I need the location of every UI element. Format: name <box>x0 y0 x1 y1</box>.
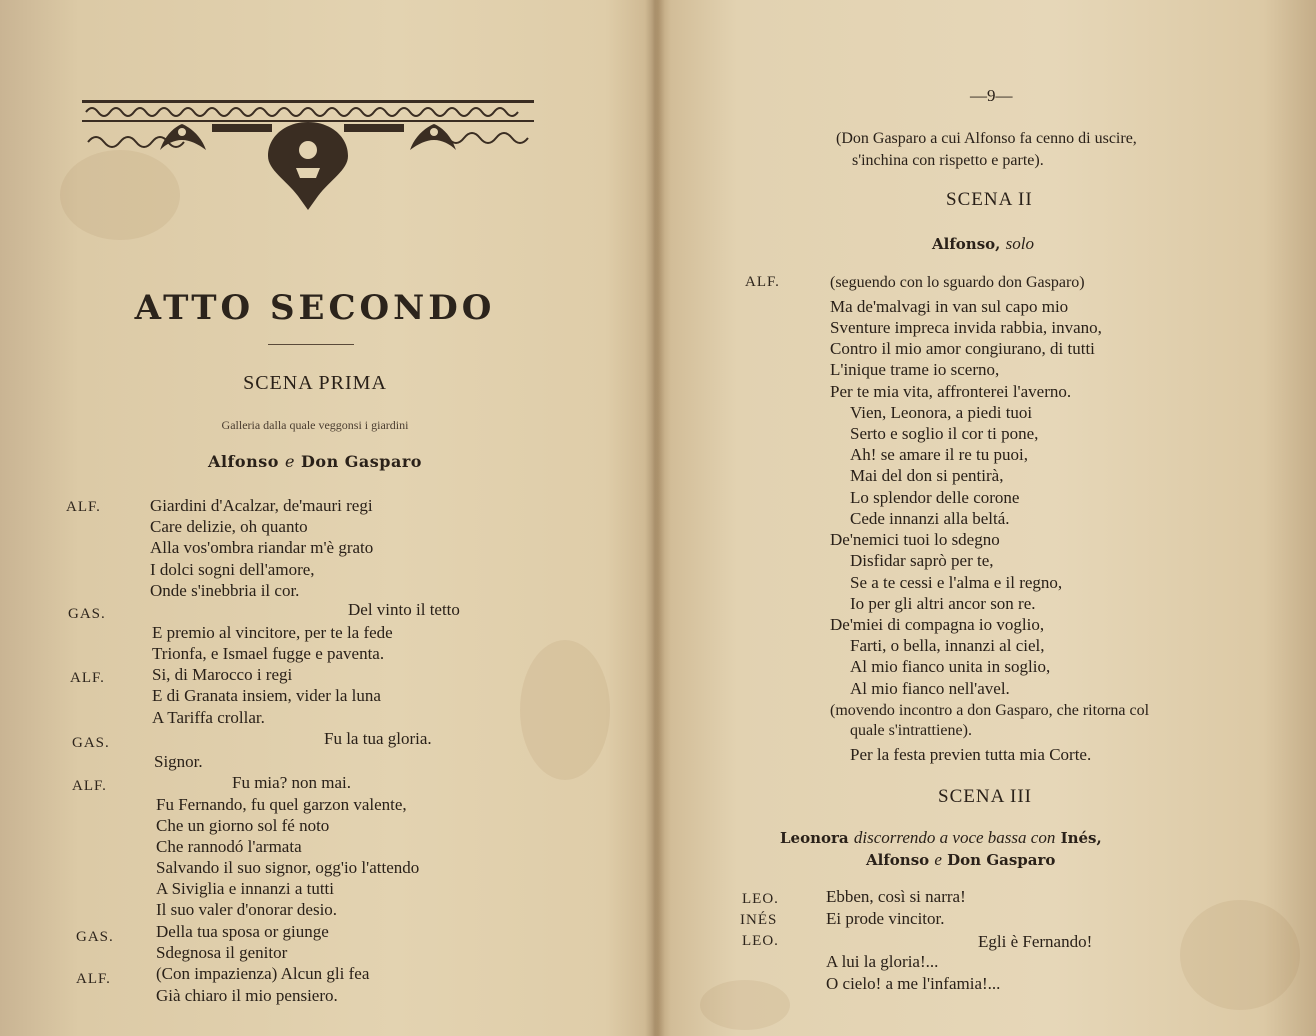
verse-line: I dolci sogni dell'amore, <box>150 560 315 579</box>
verse-line: Fu la tua gloria. <box>324 729 432 748</box>
speaker-label: GAS. <box>72 735 110 751</box>
verse-line: Per te mia vita, affronterei l'averno. <box>830 382 1072 401</box>
speaker-label: ALF. <box>66 499 101 515</box>
verse-line: Vien, Leonora, a piedi tuoi <box>850 403 1033 422</box>
verse-line: Farti, o bella, innanzi al ciel, <box>850 636 1045 655</box>
verse-line: Disfidar saprò per te, <box>850 551 994 570</box>
scene-title: SCENA PRIMA <box>243 372 387 394</box>
verse-line: Ma de'malvagi in van sul capo mio <box>830 297 1069 316</box>
scene-characters: Alfonso e Don Gasparo <box>208 452 422 471</box>
verse-line: Io per gli altri ancor son re. <box>850 594 1036 613</box>
verse-line: Fu Fernando, fu quel garzon valente, <box>156 795 407 814</box>
speaker-label: INÉS <box>740 912 778 928</box>
verse-line: Si, di Marocco i regi <box>152 665 293 684</box>
verse-line: Onde s'inebbria il cor. <box>150 581 300 600</box>
speaker-label: ALF. <box>745 274 780 290</box>
verse-line: De'miei di compagna io voglio, <box>830 615 1045 634</box>
speaker-label: LEO. <box>742 891 779 907</box>
verse-line: L'inique trame io scerno, <box>830 360 1000 379</box>
title-rule <box>268 344 354 347</box>
verse-line: Del vinto il tetto <box>348 600 460 619</box>
stage-direction: (Don Gasparo a cui Alfonso fa cenno di uscire, <box>836 130 1137 147</box>
verse-line: Giardini d'Acalzar, de'mauri regi <box>150 496 373 515</box>
verse-line: Ei prode vincitor. <box>826 909 945 928</box>
verse-line: De'nemici tuoi lo sdegno <box>830 530 1000 549</box>
scene-characters: Leonora discorrendo a voce bassa con Inés, <box>780 828 1102 847</box>
verse-line: O cielo! a me l'infamia!... <box>826 974 1001 993</box>
verse-line: A Siviglia e innanzi a tutti <box>156 879 335 898</box>
speaker-label: ALF. <box>76 971 111 987</box>
scene-characters: Alfonso, solo <box>932 234 1034 253</box>
speaker-label: ALF. <box>70 670 105 686</box>
stage-direction: (seguendo con lo sguardo don Gasparo) <box>830 274 1085 291</box>
verse-line: Ebben, così si narra! <box>826 887 966 906</box>
speaker-label: LEO. <box>742 933 779 949</box>
verse-line: Lo splendor delle corone <box>850 488 1020 507</box>
speaker-label: ALF. <box>72 778 107 794</box>
ornamental-headpiece-icon <box>82 98 534 210</box>
scene-setting: Galleria dalla quale veggonsi i giardini <box>221 418 409 432</box>
verse-line: Contro il mio amor congiurano, di tutti <box>830 339 1095 358</box>
verse-line: Che rannodó l'armata <box>156 837 302 856</box>
verse-line: Fu mia? non mai. <box>232 773 351 792</box>
verse-line: Egli è Fernando! <box>978 932 1093 951</box>
verse-line: (Con impazienza) Alcun gli fea <box>156 964 370 983</box>
verse-line: Al mio fianco unita in soglio, <box>850 657 1051 676</box>
verse-line: E di Granata insiem, vider la luna <box>152 686 381 705</box>
verse-line: Già chiaro il mio pensiero. <box>156 986 338 1005</box>
verse-line: Che un giorno sol fé noto <box>156 816 330 835</box>
verse-line: Sdegnosa il genitor <box>156 943 288 962</box>
scene-title: SCENA II <box>946 189 1033 210</box>
verse-line: Della tua sposa or giunge <box>156 922 329 941</box>
speaker-label: GAS. <box>76 929 114 945</box>
book-gutter <box>645 0 665 1036</box>
verse-line: A lui la gloria!... <box>826 952 939 971</box>
stage-direction: s'inchina con rispetto e parte). <box>852 152 1044 169</box>
verse-line: E premio al vincitore, per te la fede <box>152 623 393 642</box>
verse-line: Al mio fianco nell'avel. <box>850 679 1010 698</box>
verse-line: Alla vos'ombra riandar m'è grato <box>150 538 374 557</box>
stage-direction: quale s'intrattiene). <box>850 722 972 739</box>
verse-line: Per la festa previen tutta mia Corte. <box>850 745 1092 764</box>
speaker-label: GAS. <box>68 606 106 622</box>
verse-line: Serto e soglio il cor ti pone, <box>850 424 1039 443</box>
verse-line: Care delizie, oh quanto <box>150 517 308 536</box>
scene-title: SCENA III <box>938 786 1032 807</box>
verse-line: Signor. <box>154 752 203 771</box>
verse-line: A Tariffa crollar. <box>152 708 265 727</box>
verse-line: Ah! se amare il re tu puoi, <box>850 445 1028 464</box>
verse-line: Mai del don si pentirà, <box>850 466 1004 485</box>
verse-line: Trionfa, e Ismael fugge e paventa. <box>152 644 385 663</box>
verse-line: Se a te cessi e l'alma e il regno, <box>850 573 1063 592</box>
verse-line: Cede innanzi alla beltá. <box>850 509 1010 528</box>
act-title: ATTO SECONDO <box>134 288 496 328</box>
verse-line: Il suo valer d'onorar desio. <box>156 900 338 919</box>
verse-line: Sventure impreca invida rabbia, invano, <box>830 318 1102 337</box>
scene-characters: Alfonso e Don Gasparo <box>866 850 1056 869</box>
verse-line: Salvando il suo signor, ogg'io l'attendo <box>156 858 420 877</box>
page-number: —9— <box>970 86 1013 105</box>
stage-direction: (movendo incontro a don Gasparo, che ritorna col <box>830 702 1150 719</box>
